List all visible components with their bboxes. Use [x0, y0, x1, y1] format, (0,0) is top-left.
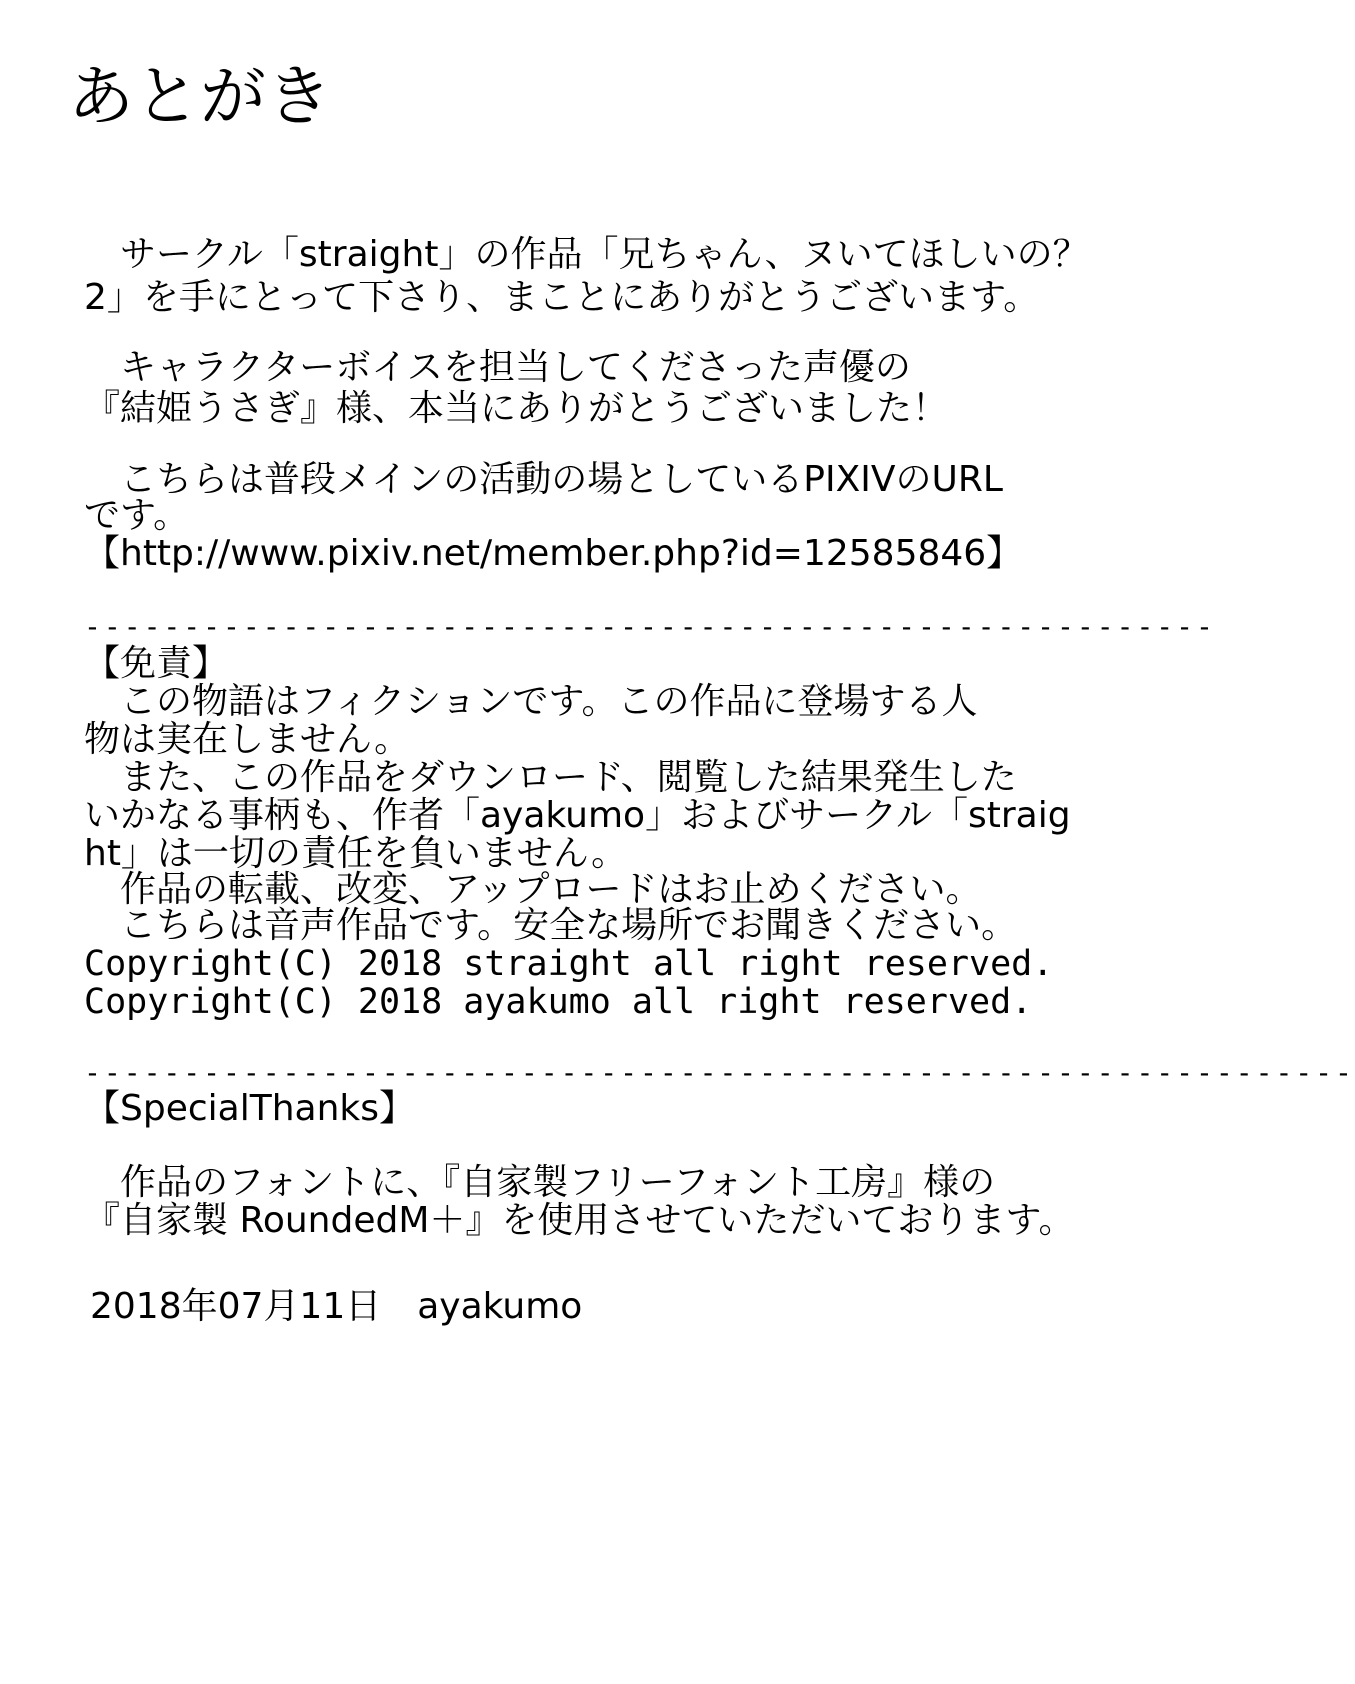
copyright-straight: Copyright(C) 2018 straight all right reserved.	[84, 944, 1054, 984]
date-signature: 2018年07月11日 ayakumo	[90, 1286, 583, 1327]
disclaimer-heading: 【免責】	[84, 643, 229, 684]
disclaimer-line-2: 物は実在しません。	[84, 719, 411, 760]
special-thanks-line-2: 『自家製 RoundedM＋』を使用させていただいております。	[84, 1200, 1075, 1241]
disclaimer-line-4: いかなる事柄も、作者「ayakumo」およびサークル「straig	[84, 795, 1071, 836]
page-title: あとがき	[68, 58, 332, 135]
voice-line-2: 『結姫うさぎ』様、本当にありがとうございました！	[84, 388, 949, 429]
copyright-ayakumo: Copyright(C) 2018 ayakumo all right reserved.	[84, 982, 1033, 1022]
special-thanks-heading: 【SpecialThanks】	[84, 1088, 415, 1129]
voice-line-1: キャラクターボイスを担当してくださった声優の	[84, 347, 911, 388]
pixiv-url: 【http://www.pixiv.net/member.php?id=12585846】	[84, 533, 1023, 574]
pixiv-line-1: こちらは普段メインの活動の場としているPIXIVのURL	[84, 459, 1003, 500]
separator-line-2: ----------------------------------------------------------------	[84, 1056, 1355, 1089]
disclaimer-line-7: こちらは音声作品です。安全な場所でお聞きください。	[84, 905, 1018, 946]
intro-line-2: 2」を手にとって下さり、まことにありがとうございます。	[84, 277, 1040, 318]
special-thanks-line-1: 作品のフォントに、『自家製フリーフォント工房』様の	[84, 1162, 996, 1203]
disclaimer-line-1: この物語はフィクションです。この作品に登場する人	[84, 681, 978, 722]
intro-line-1: サークル「straight」の作品「兄ちゃん、ヌいてほしいの？	[84, 234, 1089, 275]
disclaimer-line-3: また、この作品をダウンロード、閲覧した結果発生した	[84, 757, 1017, 798]
disclaimer-line-6: 作品の転載、改変、アップロードはお止めください。	[84, 869, 982, 910]
separator-line-1: ---------------------------------------------------------	[84, 610, 1216, 643]
pixiv-line-2: です。	[84, 495, 190, 536]
disclaimer-line-5: ht」は一切の責任を負いません。	[84, 833, 628, 874]
